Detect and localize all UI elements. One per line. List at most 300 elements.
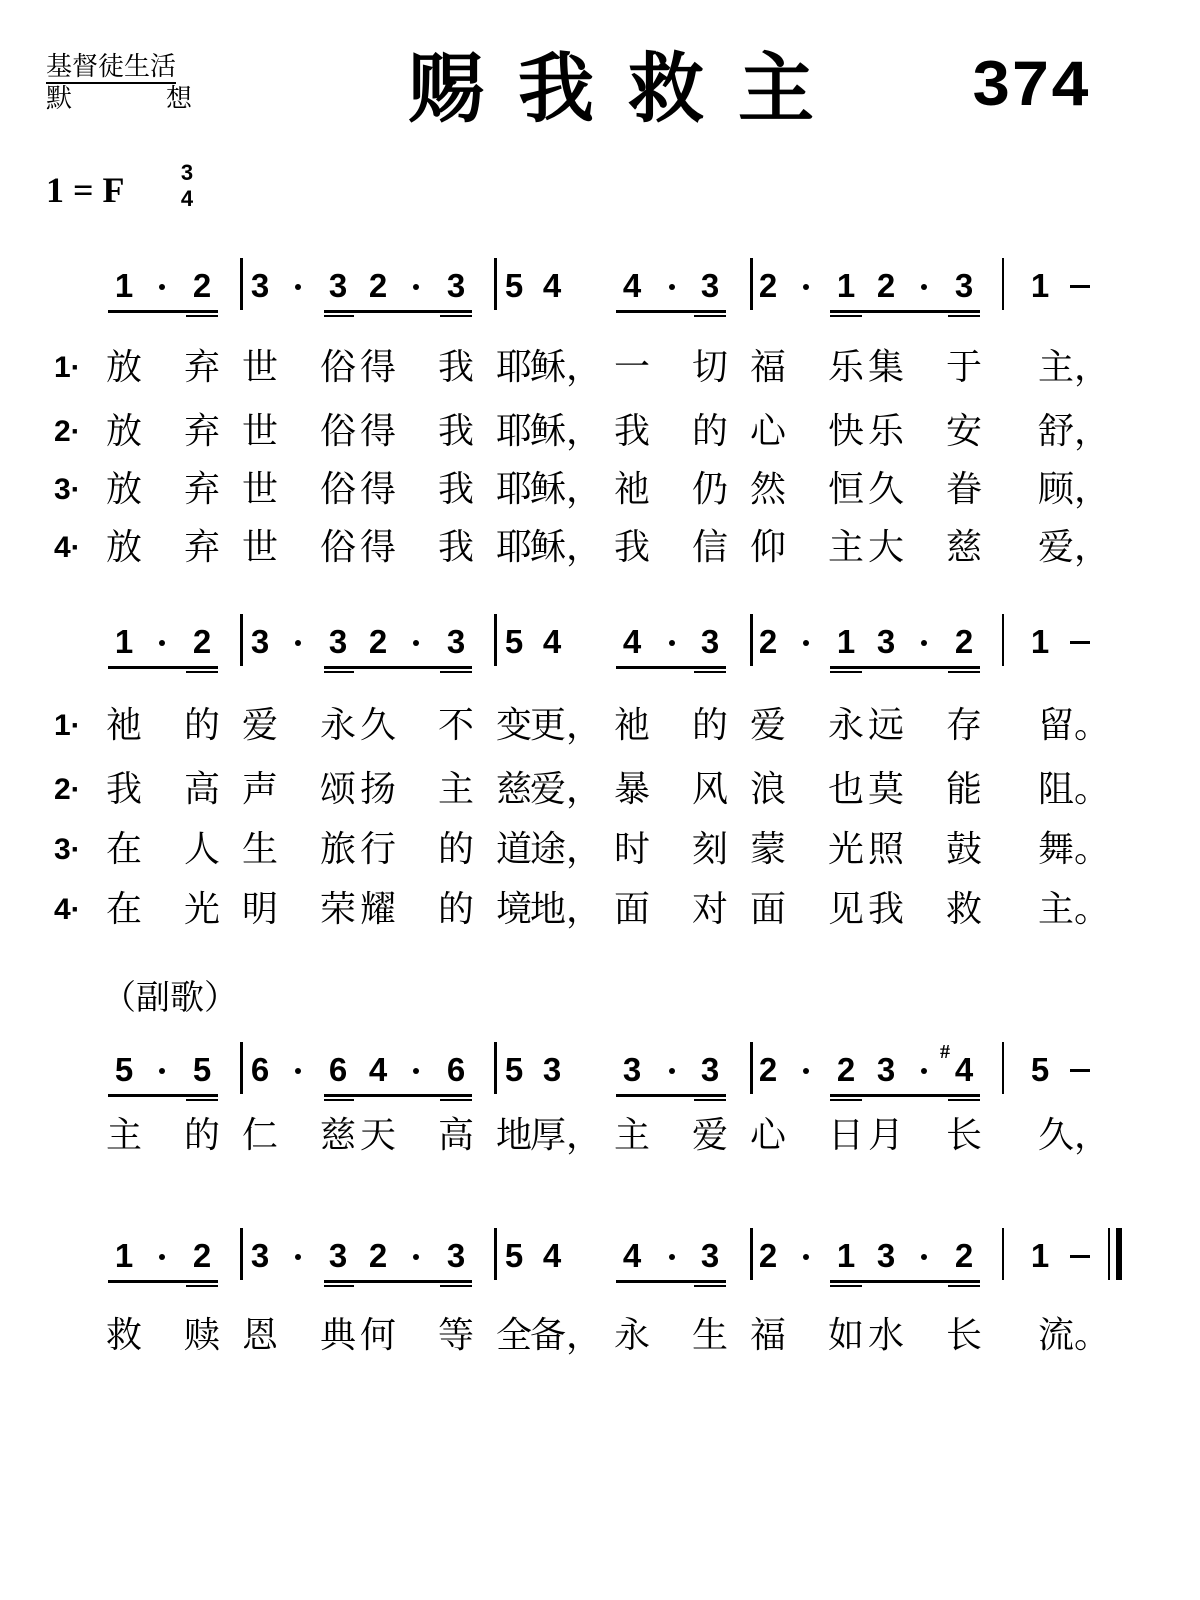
note: 2 [192, 267, 212, 304]
barline [750, 1042, 753, 1094]
lyric-char: 等 [437, 1315, 474, 1356]
note: 5 [504, 1237, 524, 1274]
lyric-char: 远 [867, 705, 904, 746]
lyric-char: 主 [613, 1115, 650, 1156]
lyric-char: 切 [691, 347, 728, 388]
beam-line [616, 1094, 726, 1097]
lyric-char: 耶 [495, 347, 532, 388]
beam-line-double [186, 315, 218, 317]
sustain-dash [1070, 285, 1090, 288]
lyric-char: 放 [105, 527, 142, 568]
lyric-char: 对 [691, 889, 728, 930]
lyric-char: 永 [613, 1315, 650, 1356]
beam-line [108, 1094, 218, 1097]
beam-line-double [948, 1285, 980, 1287]
lyric-char: 安 [945, 411, 982, 452]
note: 1 [836, 1237, 856, 1274]
augmentation-dot [295, 1254, 301, 1260]
note: 3 [700, 1237, 720, 1274]
sustain-dash [1070, 1069, 1090, 1072]
note: 3 [446, 1237, 466, 1274]
lyric-char: 人 [183, 829, 220, 870]
barline [1002, 1042, 1004, 1094]
sustain-dash [1070, 641, 1090, 644]
note: 1 [114, 1237, 134, 1274]
beam-line [616, 666, 726, 669]
lyric-char: 境 [495, 889, 532, 930]
lyric-char: 声 [241, 769, 278, 810]
lyric-char: 永 [319, 705, 356, 746]
note: 3 [250, 267, 270, 304]
lyric-char: 爱 [749, 705, 786, 746]
note: 2 [758, 1237, 778, 1274]
note: 4 [542, 267, 562, 304]
hymn-title: 赐我救主 [408, 44, 848, 133]
verse-number: 1· [54, 709, 81, 742]
lyric-char: 也 [827, 769, 864, 810]
lyric-char: 更， [530, 705, 603, 746]
augmentation-dot [159, 1254, 165, 1260]
lyric-char: 主 [827, 527, 864, 568]
lyric-char: 稣， [530, 411, 603, 452]
note: 3 [446, 267, 466, 304]
lyric-char: 放 [105, 469, 142, 510]
beam-line-double [324, 1099, 354, 1101]
lyric-char: 时 [613, 829, 650, 870]
subcategory-char: 默 [46, 84, 73, 114]
beam-line-double [440, 671, 472, 673]
lyric-char: 日 [827, 1115, 864, 1156]
note: 1 [836, 623, 856, 660]
lyric-char: 刻 [691, 829, 728, 870]
lyric-char: 地， [530, 889, 603, 930]
lyric-char: 眷 [945, 469, 982, 510]
lyric-char: 高 [437, 1115, 474, 1156]
note: 3 [700, 623, 720, 660]
lyric-char: 永 [827, 705, 864, 746]
lyric-char: 爱， [1038, 527, 1111, 568]
beam-line-double [186, 1285, 218, 1287]
lyric-char: 爱 [691, 1115, 728, 1156]
beam-line-double [324, 315, 354, 317]
lyric-char: 心 [749, 411, 786, 452]
lyric-row [0, 702, 1200, 752]
lyric-char: 主， [1038, 347, 1111, 388]
lyric-char: 稣， [530, 527, 603, 568]
note: 2 [758, 1051, 778, 1088]
subcategory-char: 想 [165, 84, 192, 114]
note: 4 [622, 623, 642, 660]
lyric-char: 福 [749, 347, 786, 388]
note: 2 [368, 1237, 388, 1274]
note: 5 [114, 1051, 134, 1088]
lyric-char: 不 [437, 705, 474, 746]
augmentation-dot [803, 640, 809, 646]
lyric-char: 乐 [867, 411, 904, 452]
lyric-char: 备， [530, 1315, 603, 1356]
lyric-char: 耶 [495, 411, 532, 452]
note: 3 [328, 267, 348, 304]
lyric-char: 鼓 [945, 829, 982, 870]
beam-line [830, 310, 980, 313]
barline [240, 1042, 243, 1094]
subcategory-label [46, 84, 192, 114]
augmentation-dot [669, 640, 675, 646]
lyric-char: 弃 [183, 469, 220, 510]
lyric-char: 得 [359, 469, 396, 510]
final-barline-thin [1108, 1228, 1110, 1280]
note: 3 [542, 1051, 562, 1088]
lyric-char: 风 [691, 769, 728, 810]
note: 3 [250, 623, 270, 660]
lyric-char: 得 [359, 411, 396, 452]
lyric-char: 一 [613, 347, 650, 388]
time-signature-bottom: 4 [180, 186, 194, 211]
time-signature-top: 3 [180, 160, 194, 185]
lyric-char: 舞。 [1038, 829, 1111, 870]
barline [1002, 1228, 1004, 1280]
lyric-char: 得 [359, 347, 396, 388]
beam-line [830, 1094, 980, 1097]
verse-number: 2· [54, 415, 81, 448]
lyric-char: 世 [241, 469, 278, 510]
verse-number: 3· [54, 473, 81, 506]
lyric-char: 何 [359, 1315, 396, 1356]
lyric-char: 的 [183, 705, 220, 746]
note: 2 [836, 1051, 856, 1088]
lyric-char: 顾， [1038, 469, 1111, 510]
beam-line [616, 310, 726, 313]
beam-line-double [440, 1099, 472, 1101]
note: 1 [836, 267, 856, 304]
lyric-char: 福 [749, 1315, 786, 1356]
note: 5 [192, 1051, 212, 1088]
lyric-char: 的 [183, 1115, 220, 1156]
lyric-char: 稣， [530, 347, 603, 388]
augmentation-dot [159, 284, 165, 290]
note: 4 [954, 1051, 974, 1088]
lyric-char: 弃 [183, 347, 220, 388]
lyric-char: 我 [437, 469, 474, 510]
lyric-char: 面 [613, 889, 650, 930]
lyric-char: 生 [241, 829, 278, 870]
beam-line [324, 1280, 472, 1283]
barline [494, 614, 497, 666]
note: 5 [504, 267, 524, 304]
note: 1 [114, 267, 134, 304]
beam-line-double [948, 315, 980, 317]
beam-line-double [694, 1099, 726, 1101]
beam-line [108, 1280, 218, 1283]
augmentation-dot [669, 1254, 675, 1260]
lyric-char: 荣 [319, 889, 356, 930]
final-barline-thick [1116, 1228, 1122, 1280]
lyric-char: 月 [867, 1115, 904, 1156]
lyric-char: 慈 [319, 1115, 356, 1156]
beam-line [324, 666, 472, 669]
note: 6 [250, 1051, 270, 1088]
note: 2 [368, 623, 388, 660]
lyric-row [0, 344, 1200, 394]
lyric-char: 救 [105, 1315, 142, 1356]
barline [750, 1228, 753, 1280]
barline [494, 1042, 497, 1094]
barline [240, 258, 243, 310]
lyric-char: 得 [359, 527, 396, 568]
augmentation-dot [921, 284, 927, 290]
lyric-char: 祂 [613, 705, 650, 746]
augmentation-dot [159, 1068, 165, 1074]
sharp-accidental: # [940, 1041, 950, 1063]
lyric-char: 集 [867, 347, 904, 388]
lyric-char: 快 [827, 411, 864, 452]
note: 4 [622, 267, 642, 304]
lyric-char: 心 [749, 1115, 786, 1156]
verse-number: 1· [54, 351, 81, 384]
beam-line-double [694, 315, 726, 317]
augmentation-dot [295, 284, 301, 290]
note: 2 [876, 267, 896, 304]
verse-number: 2· [54, 773, 81, 806]
barline [240, 1228, 243, 1280]
augmentation-dot [159, 640, 165, 646]
lyric-char: 然 [749, 469, 786, 510]
beam-line [324, 310, 472, 313]
lyric-char: 世 [241, 347, 278, 388]
chorus-label: （副歌） [102, 978, 238, 1018]
lyric-char: 明 [241, 889, 278, 930]
note: 5 [504, 623, 524, 660]
lyric-char: 莫 [867, 769, 904, 810]
lyric-char: 俗 [319, 411, 356, 452]
lyric-char: 仁 [241, 1115, 278, 1156]
lyric-char: 弃 [183, 411, 220, 452]
beam-line-double [948, 1099, 980, 1101]
lyric-char: 于 [945, 347, 982, 388]
augmentation-dot [921, 1068, 927, 1074]
note: 1 [1030, 1237, 1050, 1274]
note: 3 [954, 267, 974, 304]
lyric-row [0, 408, 1200, 458]
note: 1 [114, 623, 134, 660]
lyric-char: 的 [691, 411, 728, 452]
barline [494, 258, 497, 310]
note: 2 [758, 267, 778, 304]
note: 2 [954, 623, 974, 660]
lyric-row [0, 1312, 1200, 1362]
lyric-char: 生 [691, 1315, 728, 1356]
beam-line [108, 310, 218, 313]
note: 2 [758, 623, 778, 660]
notation-row [0, 1041, 1200, 1110]
lyric-char: 耀 [359, 889, 396, 930]
note: 2 [192, 1237, 212, 1274]
augmentation-dot [295, 640, 301, 646]
lyric-char: 世 [241, 527, 278, 568]
note: 4 [368, 1051, 388, 1088]
beam-line-double [830, 1285, 862, 1287]
lyric-char: 变 [495, 705, 532, 746]
note: 3 [700, 1051, 720, 1088]
verse-number: 4· [54, 893, 81, 926]
note: 3 [328, 623, 348, 660]
lyric-char: 久 [867, 469, 904, 510]
augmentation-dot [413, 284, 419, 290]
lyric-char: 我 [437, 411, 474, 452]
sustain-dash [1070, 1255, 1090, 1258]
barline [1002, 614, 1004, 666]
lyric-char: 祂 [613, 469, 650, 510]
lyric-char: 在 [105, 829, 142, 870]
note: 4 [622, 1237, 642, 1274]
lyric-char: 地 [495, 1115, 532, 1156]
beam-line-double [694, 671, 726, 673]
lyric-char: 久， [1038, 1115, 1111, 1156]
beam-line-double [324, 671, 354, 673]
lyric-char: 面 [749, 889, 786, 930]
barline [240, 614, 243, 666]
note: 1 [1030, 267, 1050, 304]
beam-line [830, 1280, 980, 1283]
lyric-char: 颂 [319, 769, 356, 810]
note: 3 [876, 1051, 896, 1088]
augmentation-dot [921, 640, 927, 646]
barline [750, 614, 753, 666]
lyric-char: 恩 [241, 1315, 278, 1356]
lyric-char: 天 [359, 1115, 396, 1156]
lyric-char: 扬 [359, 769, 396, 810]
lyric-char: 阻。 [1038, 769, 1111, 810]
lyric-char: 慈 [945, 527, 982, 568]
barline [1002, 258, 1004, 310]
augmentation-dot [669, 284, 675, 290]
beam-line [830, 666, 980, 669]
lyric-char: 光 [827, 829, 864, 870]
lyric-char: 我 [867, 889, 904, 930]
lyric-char: 我 [437, 527, 474, 568]
beam-line-double [324, 1285, 354, 1287]
time-signature [176, 160, 198, 212]
note: 3 [876, 1237, 896, 1274]
lyric-char: 耶 [495, 527, 532, 568]
lyric-char: 旅 [319, 829, 356, 870]
lyric-char: 久 [359, 705, 396, 746]
lyric-row [0, 886, 1200, 936]
augmentation-dot [803, 284, 809, 290]
note: 6 [446, 1051, 466, 1088]
lyric-char: 的 [691, 705, 728, 746]
barline [750, 258, 753, 310]
note: 3 [622, 1051, 642, 1088]
notation-row [0, 622, 1200, 682]
augmentation-dot [921, 1254, 927, 1260]
lyric-char: 耶 [495, 469, 532, 510]
lyric-char: 暴 [613, 769, 650, 810]
lyric-char: 行 [359, 829, 396, 870]
lyric-char: 舒， [1038, 411, 1111, 452]
lyric-char: 的 [437, 889, 474, 930]
beam-line-double [948, 671, 980, 673]
lyric-char: 的 [437, 829, 474, 870]
lyric-char: 慈 [495, 769, 532, 810]
augmentation-dot [669, 1068, 675, 1074]
hymn-number: 374 [971, 50, 1090, 125]
lyric-char: 主 [437, 769, 474, 810]
augmentation-dot [803, 1068, 809, 1074]
lyric-char: 恒 [827, 469, 864, 510]
lyric-char: 厚， [530, 1115, 603, 1156]
lyric-char: 放 [105, 347, 142, 388]
note: 5 [1030, 1051, 1050, 1088]
lyric-char: 俗 [319, 347, 356, 388]
lyric-char: 长 [945, 1315, 982, 1356]
lyric-char: 弃 [183, 527, 220, 568]
verse-number: 3· [54, 833, 81, 866]
note: 3 [876, 623, 896, 660]
lyric-char: 稣， [530, 469, 603, 510]
lyric-char: 我 [437, 347, 474, 388]
lyric-row [0, 524, 1200, 574]
note: 2 [368, 267, 388, 304]
lyric-char: 我 [613, 411, 650, 452]
lyric-char: 主。 [1038, 889, 1111, 930]
lyric-char: 浪 [749, 769, 786, 810]
beam-line [324, 1094, 472, 1097]
lyric-char: 我 [613, 527, 650, 568]
lyric-char: 仍 [691, 469, 728, 510]
lyric-row [0, 466, 1200, 516]
augmentation-dot [413, 1254, 419, 1260]
lyric-char: 放 [105, 411, 142, 452]
note: 3 [700, 267, 720, 304]
lyric-char: 祂 [105, 705, 142, 746]
lyric-char: 长 [945, 1115, 982, 1156]
beam-line-double [694, 1285, 726, 1287]
augmentation-dot [413, 1068, 419, 1074]
lyric-char: 能 [945, 769, 982, 810]
lyric-char: 流。 [1038, 1315, 1111, 1356]
key-signature: 1 = F [46, 170, 125, 210]
lyric-char: 在 [105, 889, 142, 930]
lyric-row [0, 826, 1200, 876]
lyric-char: 高 [183, 769, 220, 810]
lyric-char: 照 [867, 829, 904, 870]
lyric-char: 蒙 [749, 829, 786, 870]
note: 2 [954, 1237, 974, 1274]
lyric-char: 赎 [183, 1315, 220, 1356]
note: 5 [504, 1051, 524, 1088]
lyric-char: 途， [530, 829, 603, 870]
verse-number: 4· [54, 531, 81, 564]
category-label: 基督徒生活 [46, 52, 177, 82]
lyric-char: 我 [105, 769, 142, 810]
note: 4 [542, 1237, 562, 1274]
lyric-char: 俗 [319, 469, 356, 510]
note: 1 [1030, 623, 1050, 660]
lyric-char: 爱 [241, 705, 278, 746]
lyric-char: 爱， [530, 769, 603, 810]
note: 4 [542, 623, 562, 660]
beam-line-double [186, 1099, 218, 1101]
lyric-char: 大 [867, 527, 904, 568]
beam-line [616, 1280, 726, 1283]
beam-line-double [440, 315, 472, 317]
lyric-char: 信 [691, 527, 728, 568]
note: 6 [328, 1051, 348, 1088]
lyric-char: 道 [495, 829, 532, 870]
note: 3 [328, 1237, 348, 1274]
beam-line-double [830, 671, 862, 673]
